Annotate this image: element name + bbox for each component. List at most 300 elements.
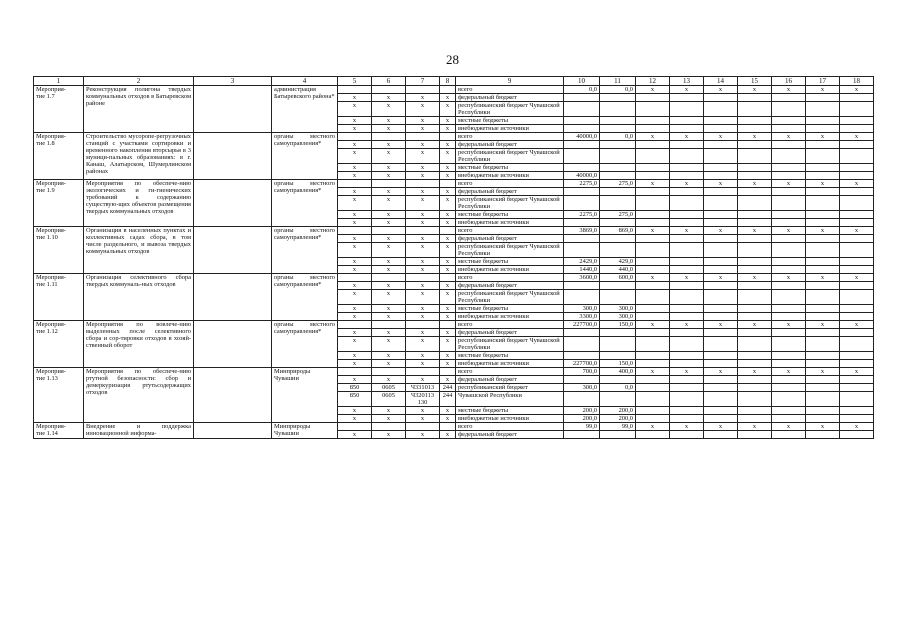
- budget-code-vr: х: [440, 415, 456, 423]
- amount-col-18: [840, 94, 874, 102]
- column-number-7: 7: [406, 77, 440, 86]
- budget-code-rzpr: 0605: [372, 384, 406, 392]
- measure-code: Мероприя- тие 1.11: [34, 274, 84, 321]
- budget-code-grbs: 850: [338, 392, 372, 407]
- amount-col-12: [636, 305, 670, 313]
- amount-col-18: [840, 149, 874, 164]
- amount-col-14: [704, 196, 738, 211]
- amount-col-15: [738, 219, 772, 227]
- amount-col-16: х: [772, 86, 806, 94]
- amount-col-10: [564, 164, 600, 172]
- measure-code: Мероприя- тие 1.7: [34, 86, 84, 133]
- amount-col-13: [670, 125, 704, 133]
- amount-col-16: [772, 352, 806, 360]
- amount-col-13: [670, 392, 704, 407]
- budget-code-vr: х: [440, 329, 456, 337]
- amount-col-18: [840, 266, 874, 274]
- measure-code: Мероприя- тие 1.12: [34, 321, 84, 368]
- amount-col-12: [636, 313, 670, 321]
- amount-col-14: х: [704, 133, 738, 141]
- amount-col-12: х: [636, 368, 670, 376]
- amount-col-18: [840, 235, 874, 243]
- amount-col-14: [704, 305, 738, 313]
- budget-code-grbs: х: [338, 313, 372, 321]
- budget-code-grbs: 850: [338, 384, 372, 392]
- amount-col-11: [600, 337, 636, 352]
- amount-col-13: х: [670, 86, 704, 94]
- budget-code-csr: х: [406, 305, 440, 313]
- amount-col-12: [636, 196, 670, 211]
- amount-col-17: [806, 360, 840, 368]
- budget-code-rzpr: [372, 133, 406, 141]
- amount-col-14: [704, 329, 738, 337]
- budget-code-csr: х: [406, 290, 440, 305]
- amount-col-16: [772, 164, 806, 172]
- executor-name: Минприроды Чувашии: [272, 368, 338, 423]
- budget-code-vr: х: [440, 360, 456, 368]
- amount-col-18: х: [840, 227, 874, 235]
- budget-code-rzpr: [372, 274, 406, 282]
- amount-col-14: х: [704, 180, 738, 188]
- amount-col-13: [670, 352, 704, 360]
- amount-col-11: [600, 196, 636, 211]
- funding-source: Чувашской Республики: [456, 392, 564, 407]
- measure-name: Мероприятия по обеспече-нию экологических и ги-гиенических требований к содержанию существую-щих объектов размещения твердых коммунальных отходов: [84, 180, 194, 227]
- amount-col-14: [704, 102, 738, 117]
- amount-col-11: [600, 102, 636, 117]
- amount-col-10: 99,0: [564, 423, 600, 431]
- measure-code: Мероприя- тие 1.9: [34, 180, 84, 227]
- measure-name: Мероприятия по вовлече-нию выделенных после селективного сбора и сор-тировки отходов в хозяй-ственный оборот: [84, 321, 194, 368]
- budget-code-vr: х: [440, 352, 456, 360]
- amount-col-17: [806, 141, 840, 149]
- budget-code-grbs: х: [338, 125, 372, 133]
- amount-col-13: [670, 164, 704, 172]
- amount-col-17: [806, 305, 840, 313]
- amount-col-11: [600, 235, 636, 243]
- funding-source: республиканский бюджет Чувашской Республики: [456, 102, 564, 117]
- amount-col-18: [840, 172, 874, 180]
- budget-code-vr: [440, 423, 456, 431]
- funding-source: местные бюджеты: [456, 164, 564, 172]
- table-row: [34, 423, 874, 431]
- amount-col-15: [738, 164, 772, 172]
- budget-code-rzpr: х: [372, 415, 406, 423]
- amount-col-11: 0,0: [600, 86, 636, 94]
- amount-col-16: [772, 329, 806, 337]
- column-number-4: 4: [272, 77, 338, 86]
- amount-col-13: [670, 102, 704, 117]
- budget-code-rzpr: х: [372, 290, 406, 305]
- amount-col-10: [564, 94, 600, 102]
- executor-name: администрация Батыревского района*: [272, 86, 338, 133]
- amount-col-17: х: [806, 274, 840, 282]
- amount-col-15: [738, 117, 772, 125]
- budget-code-vr: х: [440, 313, 456, 321]
- amount-col-11: 0,0: [600, 133, 636, 141]
- amount-col-15: [738, 337, 772, 352]
- budget-code-grbs: х: [338, 337, 372, 352]
- amount-col-16: [772, 407, 806, 415]
- co-executor-cell: [194, 321, 272, 368]
- amount-col-10: 2429,0: [564, 258, 600, 266]
- funding-source: федеральный бюджет: [456, 376, 564, 384]
- co-executor-cell: [194, 423, 272, 439]
- table-row: [34, 227, 874, 235]
- amount-col-15: [738, 188, 772, 196]
- funding-source: федеральный бюджет: [456, 329, 564, 337]
- amount-col-13: [670, 117, 704, 125]
- amount-col-11: [600, 94, 636, 102]
- measure-code: Мероприя- тие 1.8: [34, 133, 84, 180]
- funding-source: внебюджетные источники: [456, 360, 564, 368]
- amount-col-13: [670, 219, 704, 227]
- amount-col-10: [564, 117, 600, 125]
- amount-col-12: х: [636, 180, 670, 188]
- budget-code-grbs: х: [338, 211, 372, 219]
- budget-code-vr: х: [440, 125, 456, 133]
- amount-col-16: [772, 219, 806, 227]
- budget-code-vr: х: [440, 258, 456, 266]
- budget-code-vr: х: [440, 117, 456, 125]
- amount-col-16: [772, 431, 806, 439]
- amount-col-18: [840, 360, 874, 368]
- amount-col-11: 400,0: [600, 368, 636, 376]
- column-number-12: 12: [636, 77, 670, 86]
- amount-col-11: 440,0: [600, 266, 636, 274]
- amount-col-18: х: [840, 321, 874, 329]
- amount-col-17: [806, 102, 840, 117]
- amount-col-13: х: [670, 180, 704, 188]
- amount-col-13: [670, 94, 704, 102]
- column-number-18: 18: [840, 77, 874, 86]
- amount-col-12: [636, 282, 670, 290]
- table-row: [34, 368, 874, 376]
- amount-col-13: [670, 243, 704, 258]
- amount-col-12: х: [636, 227, 670, 235]
- budget-code-rzpr: х: [372, 266, 406, 274]
- budget-code-grbs: х: [338, 376, 372, 384]
- amount-col-15: х: [738, 86, 772, 94]
- amount-col-11: [600, 243, 636, 258]
- budget-code-grbs: х: [338, 235, 372, 243]
- amount-col-13: [670, 313, 704, 321]
- column-number-11: 11: [600, 77, 636, 86]
- amount-col-13: [670, 282, 704, 290]
- amount-col-12: х: [636, 274, 670, 282]
- amount-col-12: [636, 392, 670, 407]
- amount-col-10: [564, 376, 600, 384]
- amount-col-17: [806, 376, 840, 384]
- amount-col-17: [806, 164, 840, 172]
- measure-code: Мероприя- тие 1.13: [34, 368, 84, 423]
- funding-source: республиканский бюджет Чувашской Республики: [456, 290, 564, 305]
- funding-source: федеральный бюджет: [456, 188, 564, 196]
- amount-col-14: [704, 188, 738, 196]
- budget-code-rzpr: х: [372, 243, 406, 258]
- budget-code-vr: х: [440, 172, 456, 180]
- amount-col-16: [772, 384, 806, 392]
- amount-col-10: 1440,0: [564, 266, 600, 274]
- amount-col-11: [600, 282, 636, 290]
- amount-col-12: [636, 149, 670, 164]
- amount-col-15: [738, 290, 772, 305]
- page-number: 28: [446, 52, 459, 67]
- amount-col-11: 200,0: [600, 407, 636, 415]
- amount-col-12: х: [636, 133, 670, 141]
- amount-col-16: [772, 102, 806, 117]
- amount-col-18: [840, 282, 874, 290]
- amount-col-10: [564, 329, 600, 337]
- budget-code-vr: х: [440, 266, 456, 274]
- funding-source: федеральный бюджет: [456, 94, 564, 102]
- amount-col-14: [704, 235, 738, 243]
- amount-col-11: [600, 164, 636, 172]
- amount-col-16: [772, 392, 806, 407]
- budget-code-csr: [406, 368, 440, 376]
- budget-code-rzpr: х: [372, 172, 406, 180]
- amount-col-10: 3600,0: [564, 274, 600, 282]
- amount-col-18: [840, 431, 874, 439]
- budget-code-grbs: [338, 274, 372, 282]
- amount-col-17: [806, 431, 840, 439]
- program-measures-table: [33, 76, 874, 439]
- amount-col-15: [738, 282, 772, 290]
- amount-col-17: [806, 196, 840, 211]
- amount-col-15: [738, 125, 772, 133]
- amount-col-10: [564, 125, 600, 133]
- amount-col-11: 600,0: [600, 274, 636, 282]
- funding-source: местные бюджеты: [456, 258, 564, 266]
- amount-col-18: [840, 164, 874, 172]
- budget-code-csr: х: [406, 258, 440, 266]
- amount-col-18: [840, 290, 874, 305]
- amount-col-10: [564, 102, 600, 117]
- amount-col-18: [840, 188, 874, 196]
- amount-col-12: [636, 235, 670, 243]
- budget-code-vr: х: [440, 102, 456, 117]
- budget-code-grbs: х: [338, 141, 372, 149]
- budget-code-rzpr: 0605: [372, 392, 406, 407]
- amount-col-16: [772, 149, 806, 164]
- amount-col-10: 2275,0: [564, 180, 600, 188]
- amount-col-10: 700,0: [564, 368, 600, 376]
- budget-code-csr: х: [406, 431, 440, 439]
- amount-col-12: [636, 431, 670, 439]
- amount-col-13: [670, 407, 704, 415]
- amount-col-16: х: [772, 423, 806, 431]
- budget-code-grbs: х: [338, 102, 372, 117]
- amount-col-16: х: [772, 321, 806, 329]
- amount-col-15: [738, 352, 772, 360]
- amount-col-17: х: [806, 133, 840, 141]
- executor-name: органы местного самоуправления*: [272, 274, 338, 321]
- budget-code-grbs: [338, 180, 372, 188]
- amount-col-11: 150,0: [600, 360, 636, 368]
- budget-code-vr: х: [440, 376, 456, 384]
- amount-col-12: [636, 415, 670, 423]
- funding-source: федеральный бюджет: [456, 235, 564, 243]
- amount-col-16: [772, 360, 806, 368]
- amount-col-13: [670, 376, 704, 384]
- table-row: [34, 274, 874, 282]
- budget-code-rzpr: [372, 86, 406, 94]
- budget-code-vr: х: [440, 290, 456, 305]
- budget-code-csr: [406, 227, 440, 235]
- amount-col-16: [772, 117, 806, 125]
- amount-col-14: [704, 415, 738, 423]
- amount-col-13: [670, 235, 704, 243]
- amount-col-14: [704, 407, 738, 415]
- amount-col-12: [636, 329, 670, 337]
- amount-col-17: х: [806, 321, 840, 329]
- amount-col-18: [840, 329, 874, 337]
- amount-col-15: [738, 258, 772, 266]
- amount-col-10: 0,0: [564, 86, 600, 94]
- executor-name: органы местного самоуправления*: [272, 133, 338, 180]
- budget-code-grbs: х: [338, 94, 372, 102]
- funding-source: республиканский бюджет Чувашской Республики: [456, 149, 564, 164]
- amount-col-18: [840, 407, 874, 415]
- amount-col-10: [564, 188, 600, 196]
- amount-col-12: х: [636, 423, 670, 431]
- amount-col-13: [670, 415, 704, 423]
- amount-col-12: [636, 376, 670, 384]
- amount-col-12: [636, 94, 670, 102]
- amount-col-13: х: [670, 133, 704, 141]
- budget-code-csr: х: [406, 360, 440, 368]
- amount-col-15: [738, 235, 772, 243]
- amount-col-11: 429,0: [600, 258, 636, 266]
- budget-code-csr: х: [406, 164, 440, 172]
- amount-col-11: [600, 125, 636, 133]
- amount-col-15: х: [738, 321, 772, 329]
- budget-code-vr: х: [440, 305, 456, 313]
- amount-col-15: х: [738, 180, 772, 188]
- amount-col-11: 300,0: [600, 313, 636, 321]
- funding-source: федеральный бюджет: [456, 282, 564, 290]
- budget-code-rzpr: х: [372, 117, 406, 125]
- amount-col-14: [704, 384, 738, 392]
- amount-col-13: [670, 172, 704, 180]
- funding-source: местные бюджеты: [456, 407, 564, 415]
- budget-code-rzpr: х: [372, 282, 406, 290]
- amount-col-10: 227700,0: [564, 321, 600, 329]
- amount-col-14: [704, 94, 738, 102]
- amount-col-18: [840, 117, 874, 125]
- amount-col-16: [772, 305, 806, 313]
- amount-col-18: х: [840, 180, 874, 188]
- budget-code-vr: х: [440, 337, 456, 352]
- amount-col-17: [806, 290, 840, 305]
- funding-source: всего: [456, 368, 564, 376]
- amount-col-13: [670, 337, 704, 352]
- budget-code-csr: х: [406, 376, 440, 384]
- column-number-9: 9: [456, 77, 564, 86]
- amount-col-11: 300,0: [600, 305, 636, 313]
- amount-col-15: [738, 431, 772, 439]
- amount-col-15: [738, 243, 772, 258]
- amount-col-12: [636, 352, 670, 360]
- budget-code-csr: х: [406, 211, 440, 219]
- amount-col-17: [806, 219, 840, 227]
- co-executor-cell: [194, 274, 272, 321]
- budget-code-rzpr: х: [372, 102, 406, 117]
- amount-col-13: [670, 141, 704, 149]
- amount-col-16: [772, 211, 806, 219]
- budget-code-vr: [440, 368, 456, 376]
- budget-code-grbs: х: [338, 172, 372, 180]
- amount-col-14: [704, 172, 738, 180]
- amount-col-11: [600, 290, 636, 305]
- budget-code-csr: х: [406, 313, 440, 321]
- amount-col-17: [806, 266, 840, 274]
- amount-col-14: х: [704, 86, 738, 94]
- amount-col-10: [564, 337, 600, 352]
- column-number-17: 17: [806, 77, 840, 86]
- column-number-row: [34, 77, 874, 86]
- amount-col-12: [636, 117, 670, 125]
- amount-col-17: [806, 117, 840, 125]
- funding-source: республиканский бюджет Чувашской Республики: [456, 196, 564, 211]
- column-number-13: 13: [670, 77, 704, 86]
- amount-col-14: х: [704, 423, 738, 431]
- budget-code-rzpr: [372, 227, 406, 235]
- amount-col-12: х: [636, 321, 670, 329]
- executor-name: органы местного самоуправления*: [272, 180, 338, 227]
- budget-code-grbs: х: [338, 164, 372, 172]
- amount-col-13: [670, 196, 704, 211]
- amount-col-17: [806, 188, 840, 196]
- budget-code-csr: Ч320113 130: [406, 392, 440, 407]
- amount-col-14: [704, 313, 738, 321]
- amount-col-11: 275,0: [600, 211, 636, 219]
- amount-col-12: [636, 125, 670, 133]
- executor-name: органы местного самоуправления*: [272, 321, 338, 368]
- amount-col-17: [806, 392, 840, 407]
- amount-col-18: х: [840, 133, 874, 141]
- amount-col-11: [600, 188, 636, 196]
- budget-code-grbs: [338, 368, 372, 376]
- amount-col-10: 200,0: [564, 407, 600, 415]
- co-executor-cell: [194, 368, 272, 423]
- funding-source: всего: [456, 274, 564, 282]
- amount-col-15: [738, 415, 772, 423]
- budget-code-csr: х: [406, 337, 440, 352]
- budget-code-rzpr: х: [372, 188, 406, 196]
- budget-code-csr: х: [406, 243, 440, 258]
- measure-code: Мероприя- тие 1.14: [34, 423, 84, 439]
- amount-col-15: [738, 94, 772, 102]
- funding-source: внебюджетные источники: [456, 266, 564, 274]
- amount-col-10: 3300,0: [564, 313, 600, 321]
- funding-source: всего: [456, 321, 564, 329]
- budget-code-rzpr: х: [372, 164, 406, 172]
- budget-code-rzpr: х: [372, 313, 406, 321]
- amount-col-10: 2275,0: [564, 211, 600, 219]
- budget-code-vr: х: [440, 219, 456, 227]
- amount-col-11: 0,0: [600, 384, 636, 392]
- amount-col-18: [840, 376, 874, 384]
- budget-code-csr: [406, 86, 440, 94]
- amount-col-16: [772, 337, 806, 352]
- amount-col-15: [738, 376, 772, 384]
- budget-code-csr: [406, 180, 440, 188]
- budget-code-grbs: х: [338, 290, 372, 305]
- budget-code-rzpr: х: [372, 196, 406, 211]
- funding-source: всего: [456, 227, 564, 235]
- amount-col-18: [840, 305, 874, 313]
